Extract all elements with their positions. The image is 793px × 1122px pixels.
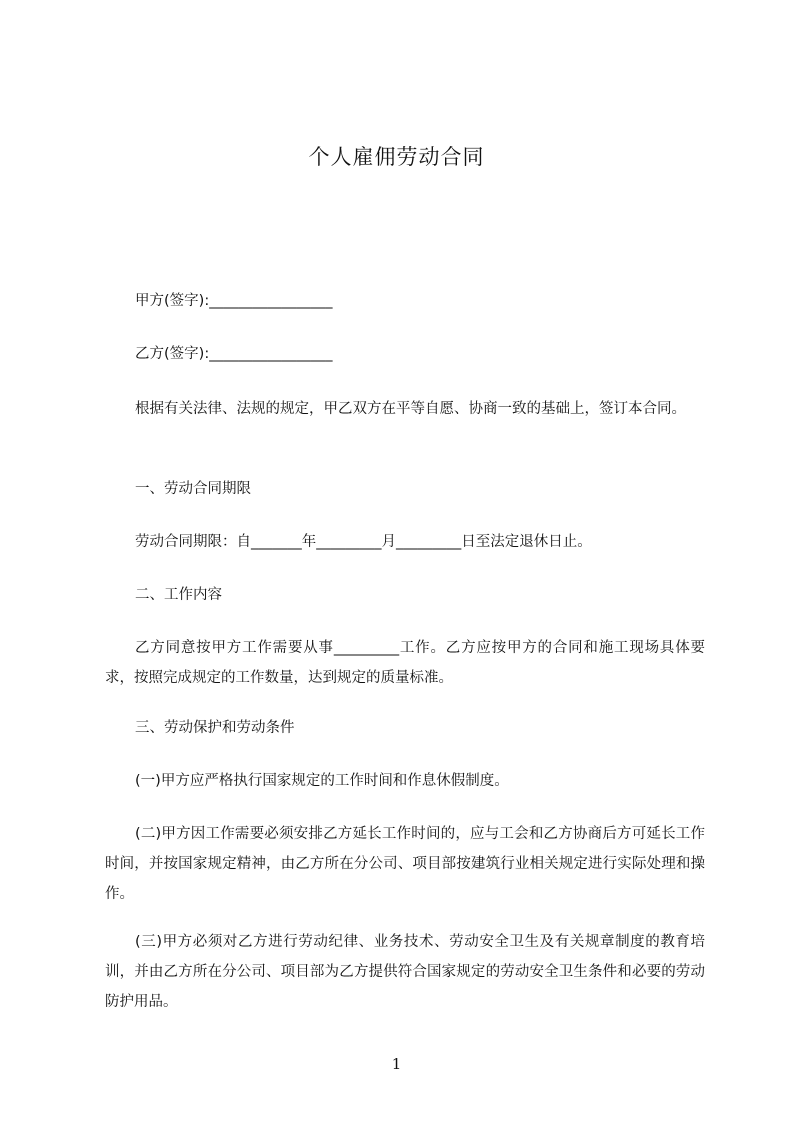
- party-a-signature: 甲方(签字):_________________: [135, 293, 333, 309]
- section-2-heading: 二、工作内容: [135, 587, 222, 603]
- section-3-heading: 三、劳动保护和劳动条件: [135, 720, 295, 736]
- section-3-item-2: (二)甲方因工作需要必须安排乙方延长工作时间的，应与工会和乙方协商后方可延长工作时间，并按国家规定精神，由乙方所在分公司、项目部按建筑行业相关规定进行实际处理和操作。: [105, 826, 705, 902]
- section-1-heading: 一、劳动合同期限: [135, 481, 251, 497]
- page-number: 1: [391, 1055, 402, 1073]
- document-title: 个人雇佣劳动合同: [308, 145, 485, 169]
- section-3-item-1: (一)甲方应严格执行国家规定的工作时间和作息休假制度。: [135, 773, 509, 789]
- intro-paragraph: 根据有关法律、法规的规定，甲乙双方在平等自愿、协商一致的基础上，签订本合同。: [135, 401, 686, 417]
- party-b-signature: 乙方(签字):_________________: [135, 346, 333, 362]
- section-2-content: 乙方同意按甲方工作需要从事_________工作。乙方应按甲方的合同和施工现场具体要求，按照完成规定的工作数量，达到规定的质量标准。: [105, 640, 705, 686]
- section-1-term: 劳动合同期限：自_______年_________月_________日至法定退休日止。: [135, 534, 592, 550]
- section-3-item-3: (三)甲方必须对乙方进行劳动纪律、业务技术、劳动安全卫生及有关规章制度的教育培训，并由乙方所在分公司、项目部为乙方提供符合国家规定的劳动安全卫生条件和必要的劳动防护用品。: [105, 934, 705, 1010]
